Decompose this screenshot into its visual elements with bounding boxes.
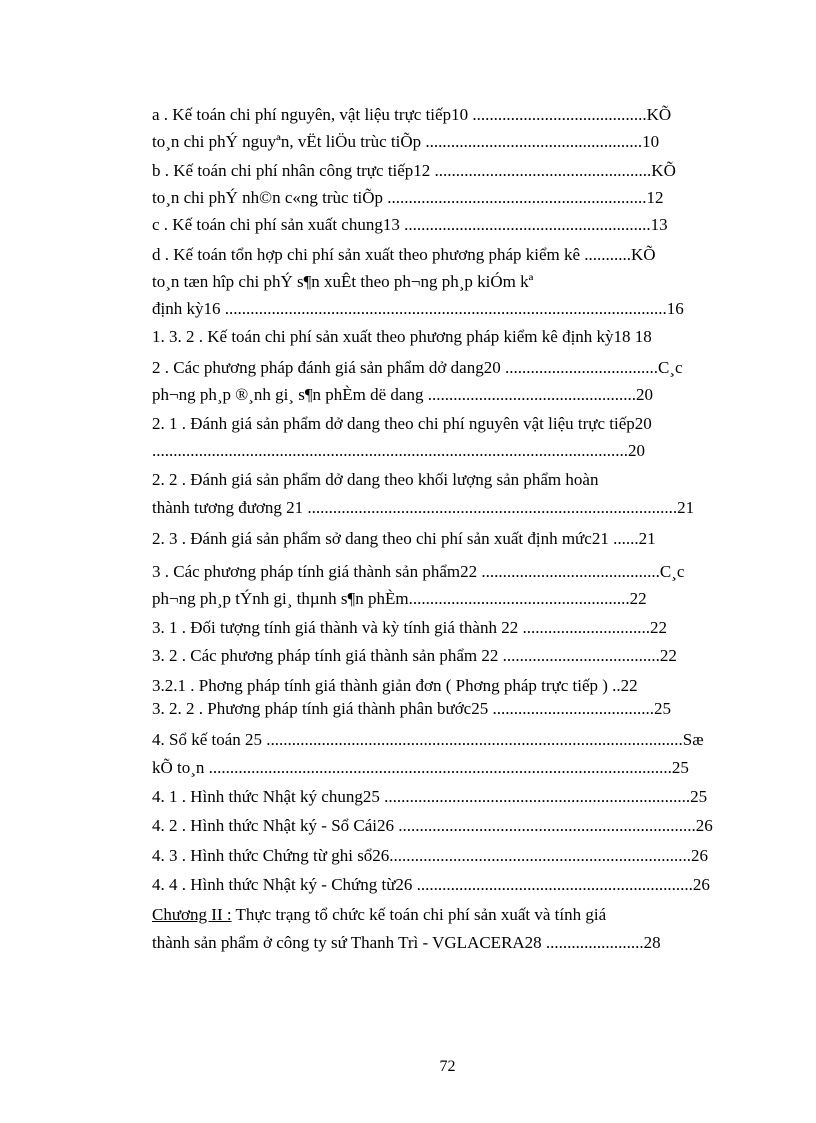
toc-line: to¸n chi phÝ nguyªn, vËt liÖu trùc tiÕp ...................................................10 [152, 132, 660, 151]
toc-line: to¸n tæn hîp chi phÝ s¶n xuÊt theo ph¬ng ph¸p kiÓm kª [152, 272, 534, 291]
toc-line: 1. 3. 2 . Kế toán chi phí sản xuất theo phương pháp kiểm kê định kỳ18 18 [152, 327, 652, 346]
toc-line: thành sản phẩm ở công ty sứ Thanh Trì - VGLACERA28 .......................28 [152, 933, 661, 952]
chapter-title: Thực trạng tổ chức kế toán chi phí sản xuất và tính giá [235, 905, 607, 924]
page-number: 72 [439, 1058, 456, 1075]
toc-line: 4. 4 . Hình thức Nhật ký - Chứng từ26 .................................................................26 [152, 875, 710, 894]
toc-line: 4. Sổ kế toán 25 ..................................................................................................Sæ [152, 730, 704, 749]
toc-line: kÕ to¸n .............................................................................................................25 [152, 758, 689, 777]
toc-line: 3 . Các phương pháp tính giá thành sản phẩm22 ..........................................C¸c [152, 562, 685, 581]
toc-line: a . Kế toán chi phí nguyên, vật liệu trực tiếp10 .........................................KÕ [152, 105, 672, 124]
toc-line: c . Kế toán chi phí sản xuất chung13 ..........................................................13 [152, 215, 668, 234]
toc-line: 2. 1 . Đánh giá sản phẩm dở dang theo chi phí nguyên vật liệu trực tiếp20 [152, 414, 652, 433]
toc-line: to¸n chi phÝ nh©n c«ng trùc tiÕp .............................................................12 [152, 188, 664, 207]
toc-line: ................................................................................................................20 [152, 441, 645, 460]
toc-line: b . Kế toán chi phí nhân công trực tiếp12 ...................................................KÕ [152, 161, 676, 180]
toc-line: 2. 2 . Đánh giá sản phẩm dở dang theo khối lượng sản phẩm hoàn [152, 470, 599, 489]
toc-line: 3. 1 . Đối tượng tính giá thành và kỳ tính giá thành 22 ..............................22 [152, 618, 667, 637]
toc-line: ph¬ng ph¸p tÝnh gi¸ thµnh s¶n phÈm....................................................22 [152, 589, 647, 608]
toc-line: 3.2.1 . Phơng pháp tính giá thành giản đơn ( Phơng pháp trực tiếp ) ..22 [152, 676, 638, 695]
toc-line: 2. 3 . Đánh giá sản phẩm sở dang theo chi phí sản xuất định mức21 ......21 [152, 529, 656, 548]
chapter-label: Chương II : [152, 905, 232, 924]
toc-line: 3. 2. 2 . Phương pháp tính giá thành phân bước25 ......................................25 [152, 699, 671, 718]
toc-line: định kỳ16 ........................................................................................................16 [152, 299, 684, 318]
toc-line: 4. 1 . Hình thức Nhật ký chung25 ........................................................................25 [152, 787, 708, 806]
toc-line: 4. 3 . Hình thức Chứng từ ghi sổ26.......................................................................26 [152, 846, 709, 865]
toc-line: 3. 2 . Các phương pháp tính giá thành sản phẩm 22 .....................................22 [152, 646, 677, 665]
toc-line: thành tương đương 21 .......................................................................................21 [152, 498, 695, 517]
toc-line: 2 . Các phương pháp đánh giá sản phẩm dở dang20 ....................................C¸c [152, 358, 683, 377]
toc-line: ph¬ng ph¸p ®¸nh gi¸ s¶n phÈm dë dang .................................................20 [152, 385, 653, 404]
toc-line: 4. 2 . Hình thức Nhật ký - Sổ Cái26 ......................................................................26 [152, 816, 713, 835]
toc-line-chapter [152, 904, 714, 926]
toc-line: d . Kế toán tổn hợp chi phí sản xuất theo phương pháp kiểm kê ...........KÕ [152, 245, 656, 264]
